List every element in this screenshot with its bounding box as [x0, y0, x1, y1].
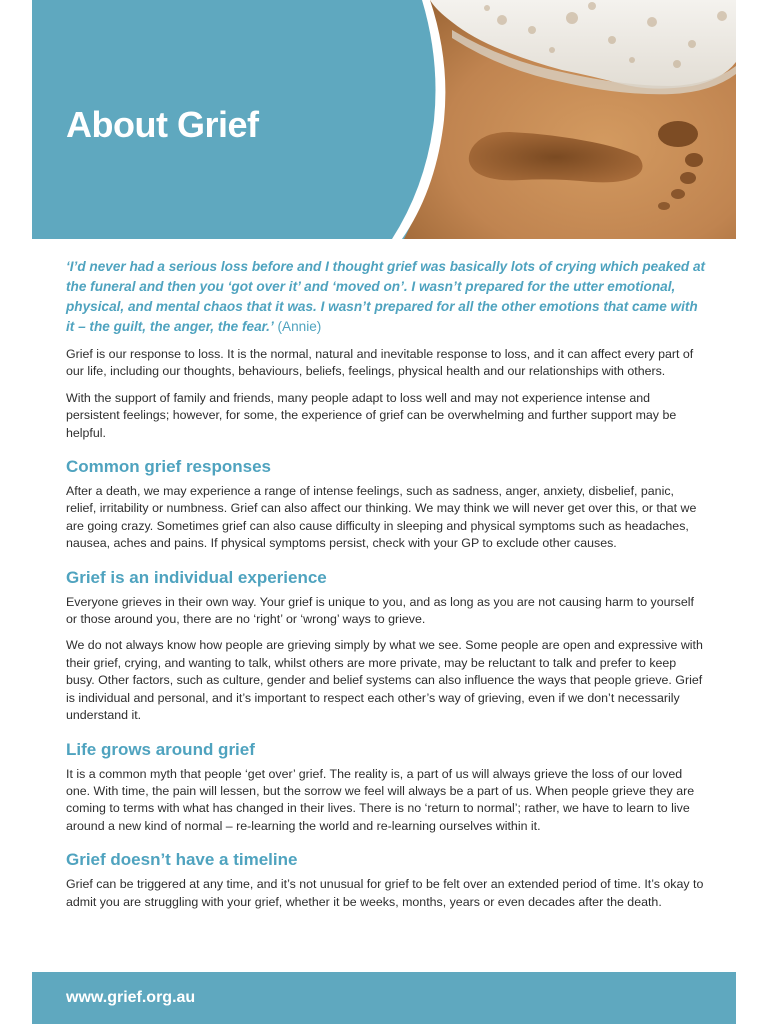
quote-attribution: (Annie) — [273, 319, 322, 334]
section-paragraph: Grief can be triggered at any time, and it’s not unusual for grief to be felt over an extended period of time. It’s okay to admit you are struggling with your grief, whether it be weeks, months, years or even decades after the death. — [66, 877, 704, 909]
intro-paragraph: Grief is our response to loss. It is the normal, natural and inevitable response to loss, and it can affect every part of our life, including our thoughts, behaviours, beliefs, feelings, physical health and our relationships with others. — [66, 347, 694, 379]
section-paragraph: Everyone grieves in their own way. Your grief is unique to you, and as long as you are not causing harm to yourself or those around you, there are no ‘right’ or ‘wrong’ ways to grieve. — [66, 594, 694, 627]
section-paragraph: We do not always know how people are grieving simply by what we see. Some people are open and expressive with their grief, crying, and wanting to talk, whilst others are more private, may be reluctant to talk and prefer to keep busy. Other factors, such as culture, gender and belief systems can also influence the ways that people grieve. Grief is individual and personal, and it’s important to respect each other’s way of grieving, even if we don’t necessarily understand it. — [66, 638, 703, 723]
quote-text: ‘I’d never had a serious loss before and I thought grief was basically lots of crying which peaked at the funeral and then you ‘got over it’ and ‘moved on’. I wasn’t prepared for the utter emotional, physical, and mental chaos that it was. I wasn’t prepared for all the other emotions that came with it – the guilt, the anger, the fear.’ — [66, 259, 706, 334]
main-content — [66, 257, 706, 911]
section-paragraph: It is a common myth that people ‘get over’ grief. The reality is, a part of us will always grieve the loss of our loved one. With time, the pain will lessen, but the sorrow we feel will always be a part of us. When people grieve they are coming to terms with what has changed in their lives. There is no ‘return to normal’; rather, we have to learn to live around a new kind of normal – re-learning the world and re-learning ourselves within it. — [66, 766, 695, 833]
page-title: About Grief — [66, 104, 259, 145]
section-heading-common-responses: Common grief responses — [66, 457, 271, 477]
intro-paragraph: With the support of family and friends, many people adapt to loss well and may not experience intense and persistent feelings; however, for some, the experience of grief can be overwhelming and further support may be helpful. — [66, 390, 677, 440]
section-heading-life-grows: Life grows around grief — [66, 739, 255, 759]
section-paragraph: After a death, we may experience a range of intense feelings, such as sadness, anger, anxiety, disbelief, panic, relief, irritability or numbness. Grief can also affect our thinking. We may think we will never get over this, or that we are going crazy. Sometimes grief can also cause difficulty in sleeping and physical symptoms such as headaches, nausea, aches and pains. If physical symptoms persist, check with your GP to exclude other causes. — [66, 484, 697, 551]
section-heading-no-timeline: Grief doesn’t have a timeline — [66, 850, 298, 870]
website-link[interactable]: www.grief.org.au — [66, 989, 196, 1006]
pull-quote — [66, 257, 706, 337]
footer-banner — [32, 972, 736, 1024]
document-page — [32, 0, 736, 1024]
section-heading-individual-experience: Grief is an individual experience — [66, 567, 327, 587]
header-banner — [32, 0, 736, 239]
